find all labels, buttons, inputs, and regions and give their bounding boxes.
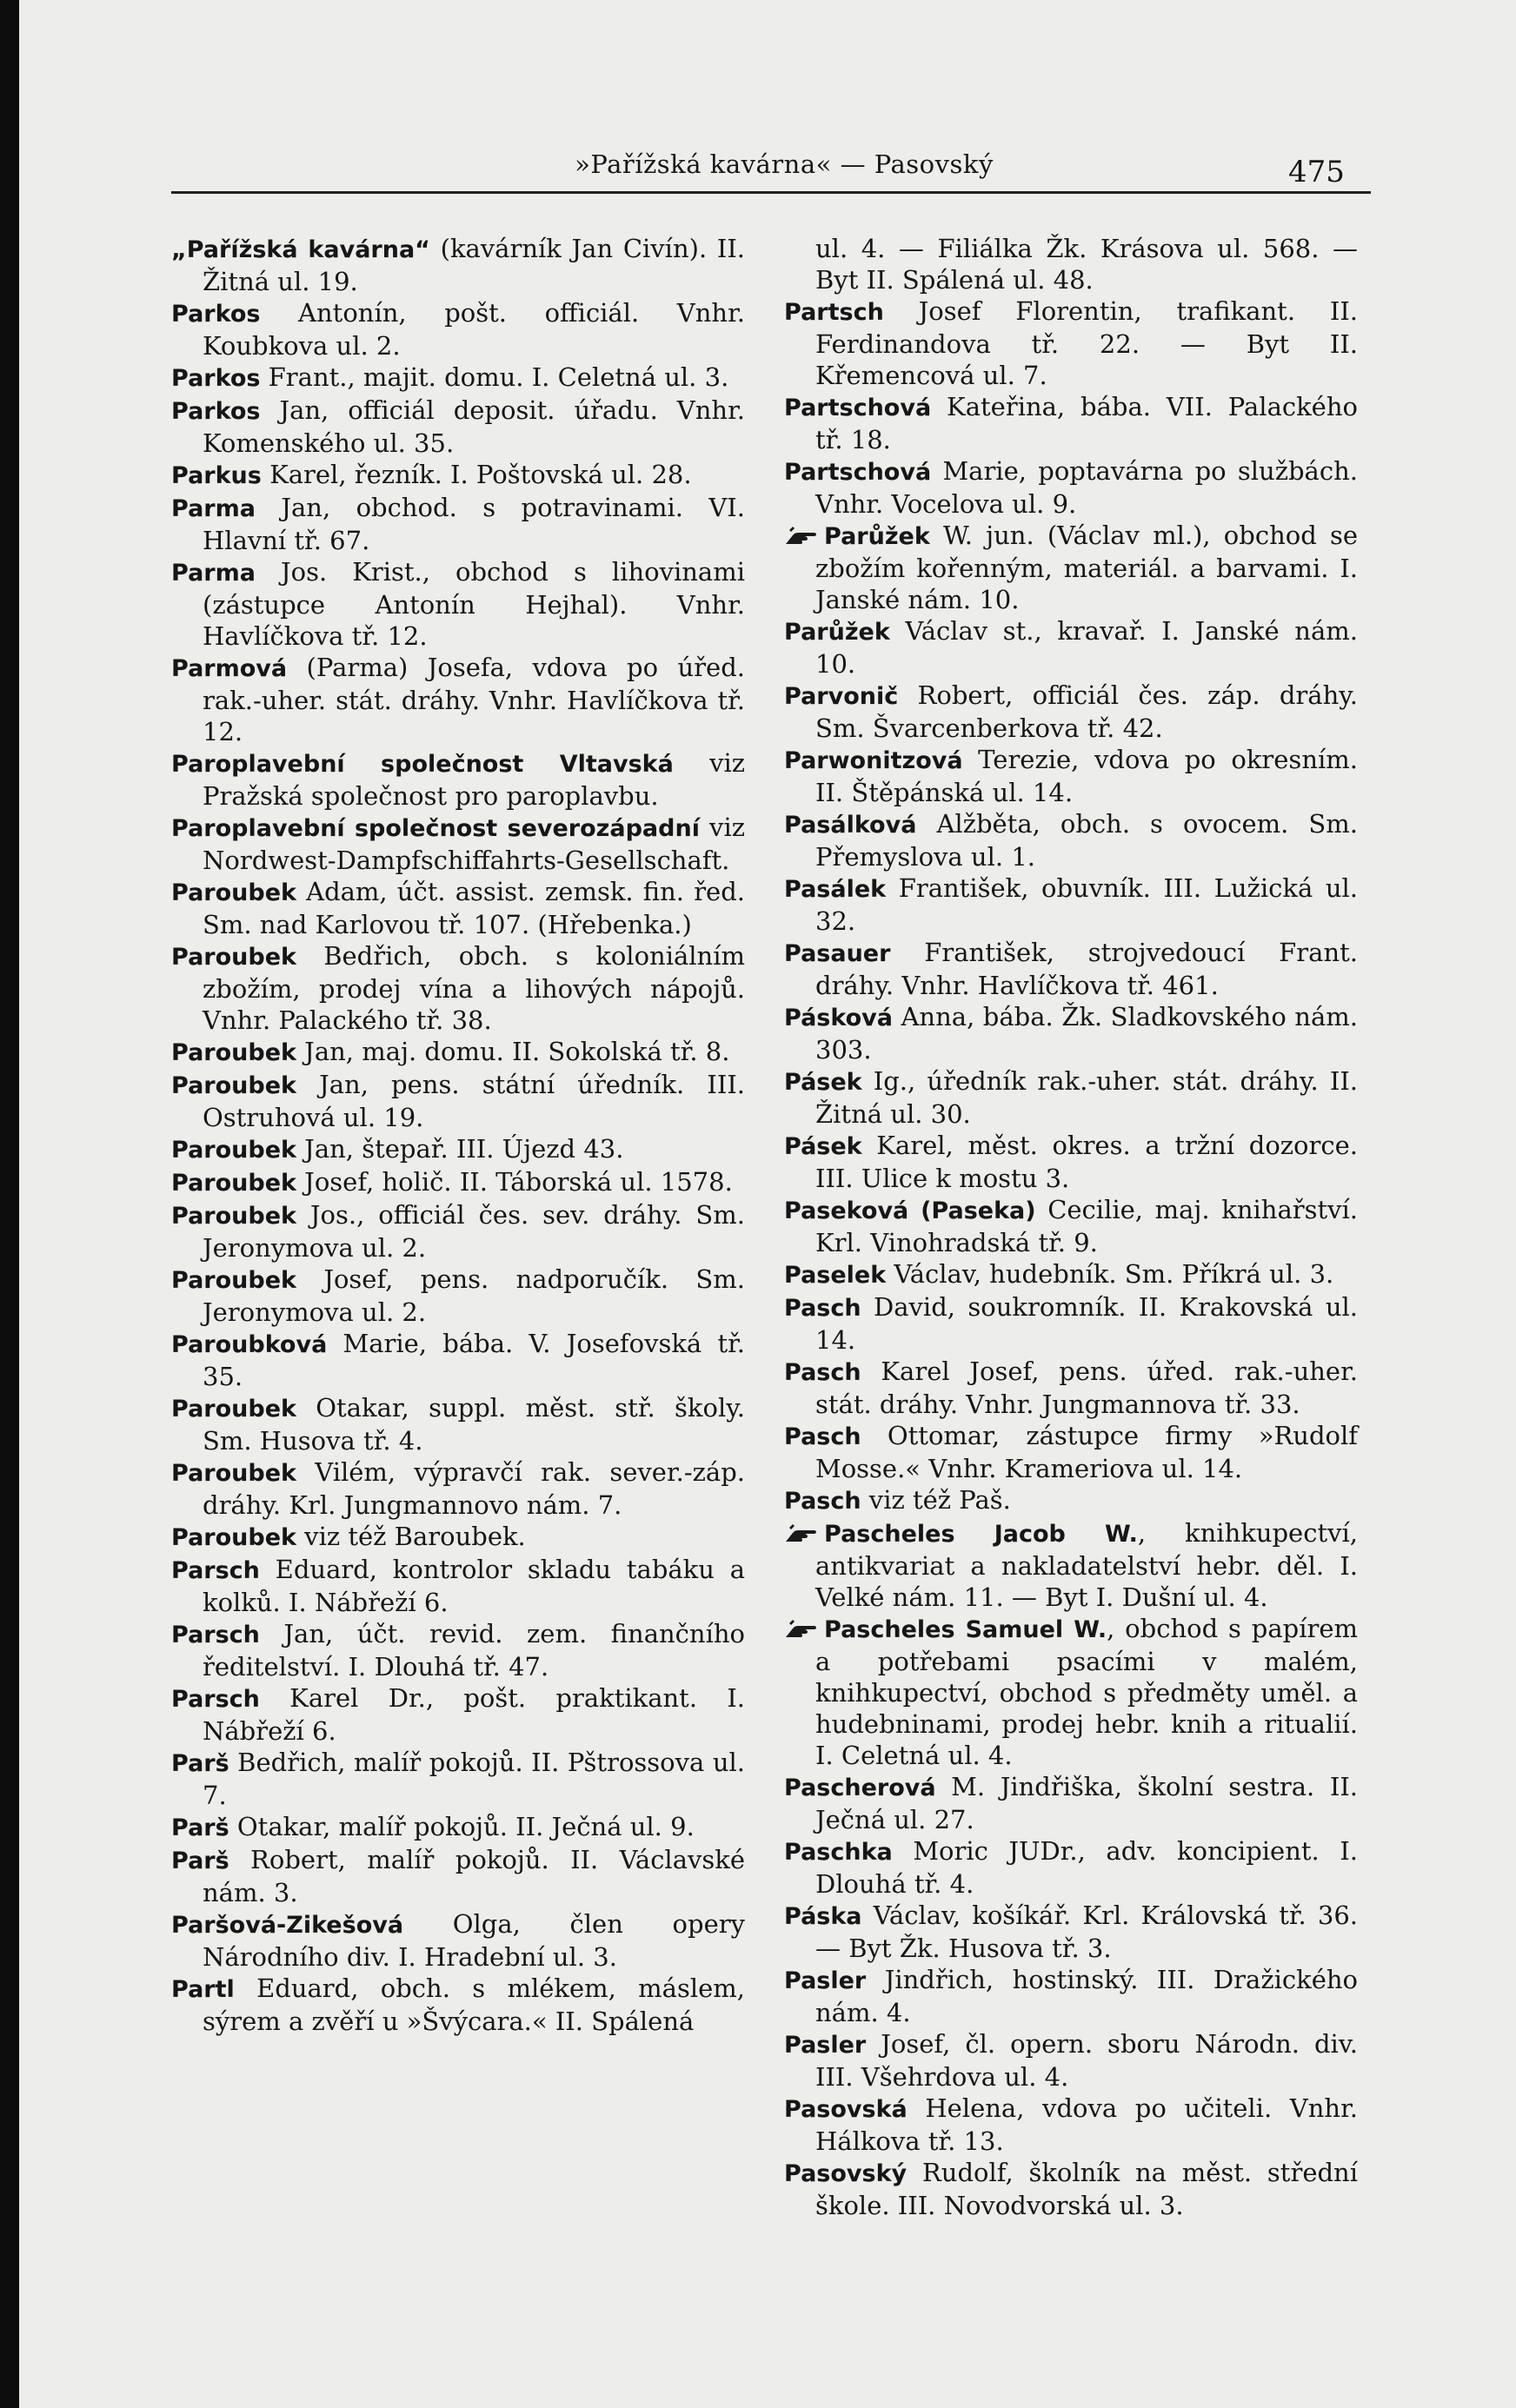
entry-name: Paršová-Zikešová	[171, 1912, 404, 1939]
entry-details: Adam, účt. assist. zemsk. fin. řed. Sm. nad Karlovou tř. 107. (Hřebenka.)	[203, 877, 745, 939]
directory-entry	[171, 1456, 745, 1521]
directory-entry	[171, 1554, 745, 1618]
right-column	[784, 233, 1358, 2221]
entry-name: Parůžek	[784, 619, 890, 646]
entry-details: Jan, pens. státní úředník. III. Ostruhová ul. 19.	[203, 1070, 745, 1132]
directory-entry	[784, 233, 1358, 295]
entry-details: Eduard, obch. s mlékem, máslem, sýrem a zvěří u »Švýcara.« II. Spálená	[203, 1973, 745, 2036]
directory-entry	[784, 520, 1358, 615]
entry-details: viz Pražská společnost pro paroplavbu.	[203, 748, 746, 811]
directory-entry	[784, 1001, 1358, 1065]
entry-details: Alžběta, obch. s ovocem. Sm. Přemyslova ul. 1.	[815, 809, 1358, 872]
pointing-hand-icon	[784, 525, 819, 547]
directory-entry	[171, 652, 745, 747]
entry-details: Frant., majit. domu. I. Celetná ul. 3.	[260, 362, 729, 392]
directory-entry	[171, 556, 745, 652]
directory-entry	[171, 1618, 745, 1682]
entry-details: Moric JUDr., adv. koncipient. I. Dlouhá tř. 4.	[815, 1836, 1358, 1899]
directory-entry	[171, 1264, 745, 1328]
entry-details: Bedřich, malíř pokojů. II. Pštrossova ul. 7.	[203, 1748, 745, 1810]
entry-name: Partl	[171, 1976, 235, 2003]
directory-entry	[784, 1130, 1358, 1194]
directory-entry	[784, 1613, 1358, 1771]
entry-name: Parvonič	[784, 683, 899, 710]
entry-name: Pasovská	[784, 2096, 908, 2123]
entry-details: Jan, obchod. s potravinami. VI. Hlavní tř. 67.	[203, 493, 745, 555]
entry-details: Jos., officiál čes. sev. dráhy. Sm. Jeronymova ul. 2.	[203, 1200, 745, 1263]
entry-details: (kavárník Jan Civín). II. Žitná ul. 19.	[203, 234, 745, 296]
entry-details: Josef Florentin, trafikant. II. Ferdinandova tř. 22. — Byt II. Křemencová ul. 7.	[815, 296, 1358, 390]
directory-entry	[171, 1036, 745, 1069]
entry-details: Bedřich, obch. s koloniálním zbožím, prodej vína a lihových nápojů. Vnhr. Palackého tř. 38.	[203, 941, 745, 1035]
entry-name: Pasler	[784, 1967, 867, 1994]
entry-name: Paroubek	[171, 1072, 296, 1099]
pointing-hand-icon	[784, 1618, 819, 1641]
entry-name: Parma	[171, 495, 256, 522]
entry-name: Paroubková	[171, 1331, 328, 1358]
entry-details: , obchod s papírem a potřebami psacími v malém, knihkupectví, obchod s předměty uměl. a hudebninami, prodej hebr. knih a ritualií. I. Celetná ul. 4.	[815, 1614, 1358, 1770]
entry-name: Paroubek	[171, 1203, 296, 1230]
directory-entry	[784, 872, 1358, 937]
directory-entry	[171, 459, 745, 492]
entry-details: David, soukromník. II. Krakovská ul. 14.	[815, 1292, 1358, 1355]
entry-details: viz též Baroubek.	[296, 1522, 526, 1551]
entry-details: Otakar, suppl. měst. stř. školy. Sm. Husova tř. 4.	[203, 1393, 745, 1456]
running-title: »Pařížská kavárna« — Pasovský	[575, 149, 994, 179]
entry-details: Karel, měst. okres. a tržní dozorce. III. Ulice k mostu 3.	[815, 1131, 1358, 1193]
entry-name: „Pařížská kavárna“	[171, 236, 430, 263]
entry-name: Paroubek	[171, 1460, 296, 1487]
directory-entry	[784, 2157, 1358, 2221]
entry-details: , knihkupectví, antikvariat a nakladatelství hebr. děl. I. Velké nám. 11. — Byt I. Dušní ul. 4.	[815, 1518, 1358, 1612]
entry-name: Parkos	[171, 301, 261, 328]
directory-entry	[784, 455, 1358, 520]
entry-details: Antonín, pošt. officiál. Vnhr. Koubkova ul. 2.	[203, 298, 745, 361]
entry-details: Josef, holič. II. Táborská ul. 1578.	[296, 1167, 733, 1197]
entry-details: Olga, člen opery Národního div. I. Hradební ul. 3.	[203, 1909, 745, 1972]
entry-details: W. jun. (Václav ml.), obchod se zbožím kořenným, materiál. a barvami. I. Janské nám. 10.	[815, 521, 1358, 614]
directory-entry	[171, 876, 745, 940]
entry-details: Václav, košíkář. Krl. Královská tř. 36. — Byt Žk. Husova tř. 3.	[815, 1901, 1358, 1963]
entry-name: Paroplavební společnost severozápadní	[171, 815, 700, 842]
entry-name: Pásková	[784, 1005, 893, 1032]
directory-entry	[171, 1166, 745, 1199]
entry-details: Marie, poptavárna po službách. Vnhr. Vocelova ul. 9.	[815, 456, 1358, 519]
directory-entry	[784, 1771, 1358, 1835]
entry-name: Parš	[171, 1847, 229, 1874]
entry-name: Pascherová	[784, 1774, 936, 1801]
entry-details: Václav, hudebník. Sm. Příkrá ul. 3.	[886, 1259, 1334, 1289]
directory-entry	[171, 1973, 745, 2037]
entry-name: Partsch	[784, 299, 884, 326]
entry-name: Parmová	[171, 655, 288, 682]
entry-details: Robert, malíř pokojů. II. Václavské nám. 3.	[203, 1845, 745, 1907]
entry-name: Páska	[784, 1903, 862, 1930]
entry-details: Kateřina, bába. VII. Palackého tř. 18.	[815, 392, 1358, 454]
entry-details: Eduard, kontrolor skladu tabáku a kolků. I. Nábřeží 6.	[203, 1555, 745, 1617]
directory-entry	[784, 808, 1358, 872]
entry-details: Jan, štepař. III. Újezd 43.	[296, 1134, 624, 1164]
entry-details: Terezie, vdova po okresním. II. Štěpánská ul. 14.	[815, 745, 1358, 807]
entry-details: Karel Josef, pens. úřed. rak.-uher. stát. dráhy. Vnhr. Jungmannova tř. 33.	[815, 1357, 1358, 1419]
directory-entry	[784, 1900, 1358, 1964]
entry-name: Paschka	[784, 1839, 893, 1866]
entry-name: Pasauer	[784, 940, 891, 967]
entry-name: Pascheles Samuel W.	[824, 1616, 1107, 1643]
entry-name: Pasovský	[784, 2160, 908, 2187]
entry-details: František, obuvník. III. Lužická ul. 32.	[815, 873, 1358, 936]
directory-entry	[784, 1517, 1358, 1613]
entry-details: Ig., úředník rak.-uher. stát. dráhy. II. Žitná ul. 30.	[815, 1066, 1358, 1129]
pointing-hand-icon	[784, 1522, 819, 1545]
directory-entry	[171, 1392, 745, 1456]
directory-entry	[171, 1328, 745, 1392]
page-header	[19, 149, 1516, 193]
entry-name: Pásek	[784, 1069, 862, 1096]
entry-name: Pasler	[784, 2032, 867, 2059]
directory-entry	[784, 937, 1358, 1001]
entry-name: Pasch	[784, 1423, 861, 1450]
entry-name: Paroplavební společnost Vltavská	[171, 751, 674, 778]
entry-name: Pasch	[784, 1295, 861, 1322]
page-number: 475	[1288, 155, 1345, 189]
entry-name: Pásek	[784, 1133, 862, 1160]
directory-entry	[784, 1356, 1358, 1420]
entry-name: Paroubek	[171, 1267, 296, 1294]
directory-entry	[784, 1484, 1358, 1517]
entry-name: Pasch	[784, 1359, 861, 1386]
directory-entry	[784, 615, 1358, 680]
entry-name: Paroubek	[171, 1524, 296, 1551]
directory-entry	[784, 1835, 1358, 1900]
entry-details: (Parma) Josefa, vdova po úřed. rak.-uher. stát. dráhy. Vnhr. Havlíčkova tř. 12.	[203, 653, 745, 746]
entry-details: Robert, officiál čes. záp. dráhy. Sm. Švarcenberkova tř. 42.	[815, 680, 1358, 743]
entry-details: Vilém, výpravčí rak. sever.-záp. dráhy. Krl. Jungmannovo nám. 7.	[203, 1457, 745, 1520]
left-column	[171, 233, 745, 2037]
entry-details: Cecilie, maj. knihařství. Krl. Vinohradská tř. 9.	[815, 1195, 1359, 1257]
directory-entry	[784, 295, 1358, 391]
entry-details: Jos. Krist., obchod s lihovinami (zástupce Antonín Hejhal). Vnhr. Havlíčkova tř. 12.	[203, 557, 745, 651]
directory-entry	[784, 1420, 1358, 1484]
directory-entry	[171, 297, 745, 362]
directory-entry	[784, 1258, 1358, 1291]
entry-details: ul. 4. — Filiálka Žk. Krásova ul. 568. — Byt II. Spálená ul. 48.	[815, 234, 1358, 295]
directory-entry	[171, 1069, 745, 1133]
entry-details: Marie, bába. V. Josefovská tř. 35.	[203, 1329, 745, 1391]
entry-details: Josef, čl. opern. sboru Národn. div. III. Všehrdova ul. 4.	[815, 2029, 1358, 2092]
entry-details: Jindřich, hostinský. III. Dražického nám. 4.	[815, 1965, 1358, 2027]
entry-name: Parsch	[171, 1557, 260, 1584]
entry-name: Parma	[171, 560, 256, 587]
entry-details: Ottomar, zástupce firmy »Rudolf Mosse.« Vnhr. Krameriova ul. 14.	[815, 1421, 1358, 1483]
entry-name: Paroubek	[171, 879, 296, 906]
entry-name: Paroubek	[171, 1396, 296, 1423]
directory-entry	[171, 1133, 745, 1166]
directory-entry	[784, 1291, 1358, 1356]
directory-entry	[171, 1747, 745, 1811]
entry-name: Parkus	[171, 462, 262, 489]
entry-name: Pasálek	[784, 876, 887, 903]
directory-entry	[784, 680, 1358, 744]
entry-name: Parůžek	[824, 523, 930, 550]
entry-details: Anna, bába. Žk. Sladkovského nám. 303.	[815, 1002, 1358, 1065]
directory-entry	[171, 1811, 745, 1844]
entry-details: Karel Dr., pošt. praktikant. I. Nábřeží 6.	[203, 1683, 745, 1746]
entry-details: Jan, účt. revid. zem. finančního ředitelství. I. Dlouhá tř. 47.	[203, 1619, 745, 1682]
entry-name: Paroubek	[171, 1170, 296, 1197]
directory-entry	[171, 362, 745, 395]
entry-name: Parsch	[171, 1622, 260, 1648]
entry-name: Paseková (Paseka)	[784, 1197, 1036, 1224]
directory-entry	[784, 2093, 1358, 2157]
entry-name: Paroubek	[171, 1039, 296, 1066]
directory-entry	[784, 2028, 1358, 2093]
directory-entry	[171, 812, 745, 876]
directory-entry	[784, 744, 1358, 808]
header-rule	[171, 191, 1371, 194]
entry-details: Jan, maj. domu. II. Sokolská tř. 8.	[296, 1037, 730, 1066]
directory-entry	[784, 391, 1358, 455]
directory-entry	[171, 940, 745, 1036]
entry-name: Paroubek	[171, 1137, 296, 1164]
entry-details: Karel, řezník. I. Poštovská ul. 28.	[261, 460, 692, 489]
entry-name: Parš	[171, 1750, 229, 1777]
directory-entry	[171, 1844, 745, 1908]
directory-entry	[171, 1908, 745, 1973]
directory-entry	[171, 492, 745, 556]
entry-details: Helena, vdova po učiteli. Vnhr. Hálkova tř. 13.	[815, 2093, 1358, 2156]
entry-details: Jan, officiál deposit. úřadu. Vnhr. Komenského ul. 35.	[203, 395, 745, 458]
directory-entry	[171, 395, 745, 459]
entry-details: Václav st., kravař. I. Janské nám. 10.	[815, 616, 1358, 679]
entry-name: Partschová	[784, 459, 932, 486]
directory-entry	[784, 1194, 1358, 1258]
directory-entry	[171, 1199, 745, 1264]
entry-details: Otakar, malíř pokojů. II. Ječná ul. 9.	[229, 1812, 695, 1841]
entry-name: Parkos	[171, 365, 261, 392]
entry-details: Rudolf, školník na měst. střední škole. III. Novodvorská ul. 3.	[815, 2158, 1358, 2220]
entry-details: František, strojvedoucí Frant. dráhy. Vnhr. Havlíčkova tř. 461.	[815, 938, 1358, 1000]
entry-name: Parš	[171, 1814, 229, 1841]
entry-name: Pasálková	[784, 812, 917, 839]
entry-name: Partschová	[784, 395, 932, 421]
directory-entry	[171, 1682, 745, 1747]
directory-entry	[171, 233, 745, 297]
directory-entry	[784, 1964, 1358, 2028]
entry-name: Parwonitzová	[784, 747, 963, 774]
entry-name: Pasch	[784, 1488, 861, 1515]
entry-name: Parkos	[171, 398, 261, 425]
entry-details: M. Jindřiška, školní sestra. II. Ječná ul. 27.	[815, 1772, 1358, 1834]
entry-details: Josef, pens. nadporučík. Sm. Jeronymova ul. 2.	[203, 1264, 745, 1327]
directory-entry	[171, 747, 745, 812]
directory-entry	[171, 1521, 745, 1554]
entry-name: Parsch	[171, 1686, 260, 1713]
entry-name: Paroubek	[171, 944, 296, 971]
directory-entry	[784, 1065, 1358, 1130]
entry-details: viz Nordwest-Dampfschiffahrts-Gesellschaft.	[203, 813, 745, 875]
entry-details: viz též Paš.	[861, 1485, 1011, 1515]
directory-page	[19, 0, 1516, 2408]
entry-name: Pascheles Jacob W.	[824, 1521, 1138, 1548]
entry-name: Paselek	[784, 1262, 887, 1289]
